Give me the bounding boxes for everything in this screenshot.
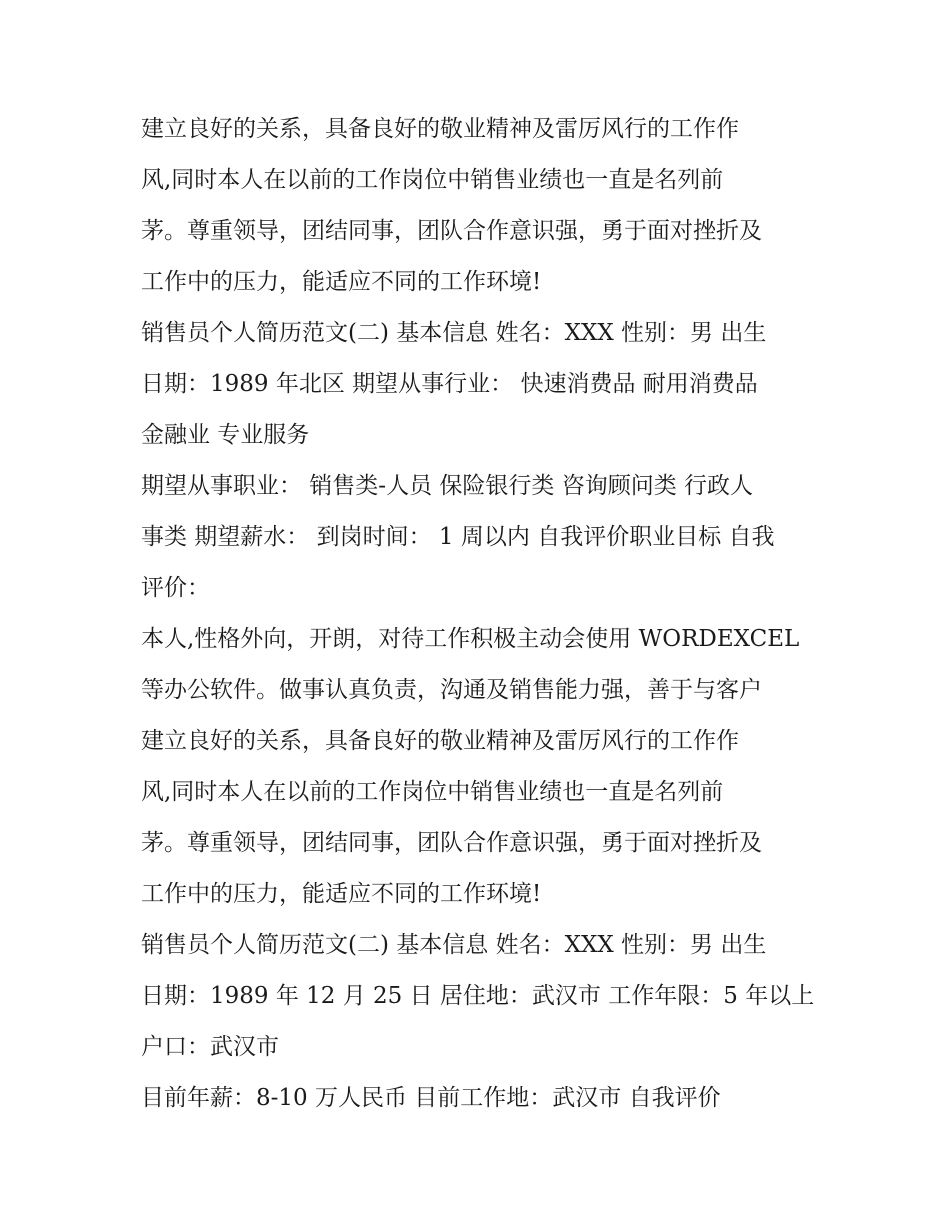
text-line: 销售员个人简历范文(二) 基本信息 姓名：XXX 性别：男 出生 — [141, 320, 767, 346]
text-line: 工作中的压力，能适应不同的工作环境! — [141, 881, 542, 907]
text-line: 风,同时本人在以前的工作岗位中销售业绩也一直是名列前 — [141, 167, 724, 193]
text-line: 工作中的压力，能适应不同的工作环境! — [141, 269, 542, 295]
text-line: 期望从事职业： 销售类-人员 保险银行类 咨询顾问类 行政人 — [141, 473, 754, 499]
resume-text-body — [141, 104, 821, 1124]
text-line: 事类 期望薪水： 到岗时间： 1 周以内 自我评价职业目标 自我 — [141, 524, 775, 550]
text-line: 建立良好的关系，具备良好的敬业精神及雷厉风行的工作作 — [141, 728, 739, 754]
text-line: 金融业 专业服务 — [141, 422, 310, 448]
text-line: 茅。尊重领导，团结同事，团队合作意识强，勇于面对挫折及 — [141, 218, 762, 244]
text-line: 建立良好的关系，具备良好的敬业精神及雷厉风行的工作作 — [141, 116, 739, 142]
text-line: 日期：1989 年 12 月 25 日 居住地：武汉市 工作年限：5 年以上 — [141, 983, 815, 1009]
text-line: 销售员个人简历范文(二) 基本信息 姓名：XXX 性别：男 出生 — [141, 932, 767, 958]
text-line: 风,同时本人在以前的工作岗位中销售业绩也一直是名列前 — [141, 779, 724, 805]
text-line: 日期：1989 年北区 期望从事行业： 快速消费品 耐用消费品 — [141, 371, 758, 397]
text-line: 评价： — [141, 575, 210, 601]
text-line: 本人,性格外向，开朗，对待工作积极主动会使用 WORDEXCEL — [141, 626, 800, 652]
text-line: 目前年薪：8-10 万人民币 目前工作地：武汉市 自我评价 — [141, 1085, 721, 1111]
text-line: 等办公软件。做事认真负责，沟通及销售能力强，善于与客户 — [141, 677, 762, 703]
text-line: 茅。尊重领导，团结同事，团队合作意识强，勇于面对挫折及 — [141, 830, 762, 856]
text-line: 户口：武汉市 — [141, 1034, 279, 1060]
